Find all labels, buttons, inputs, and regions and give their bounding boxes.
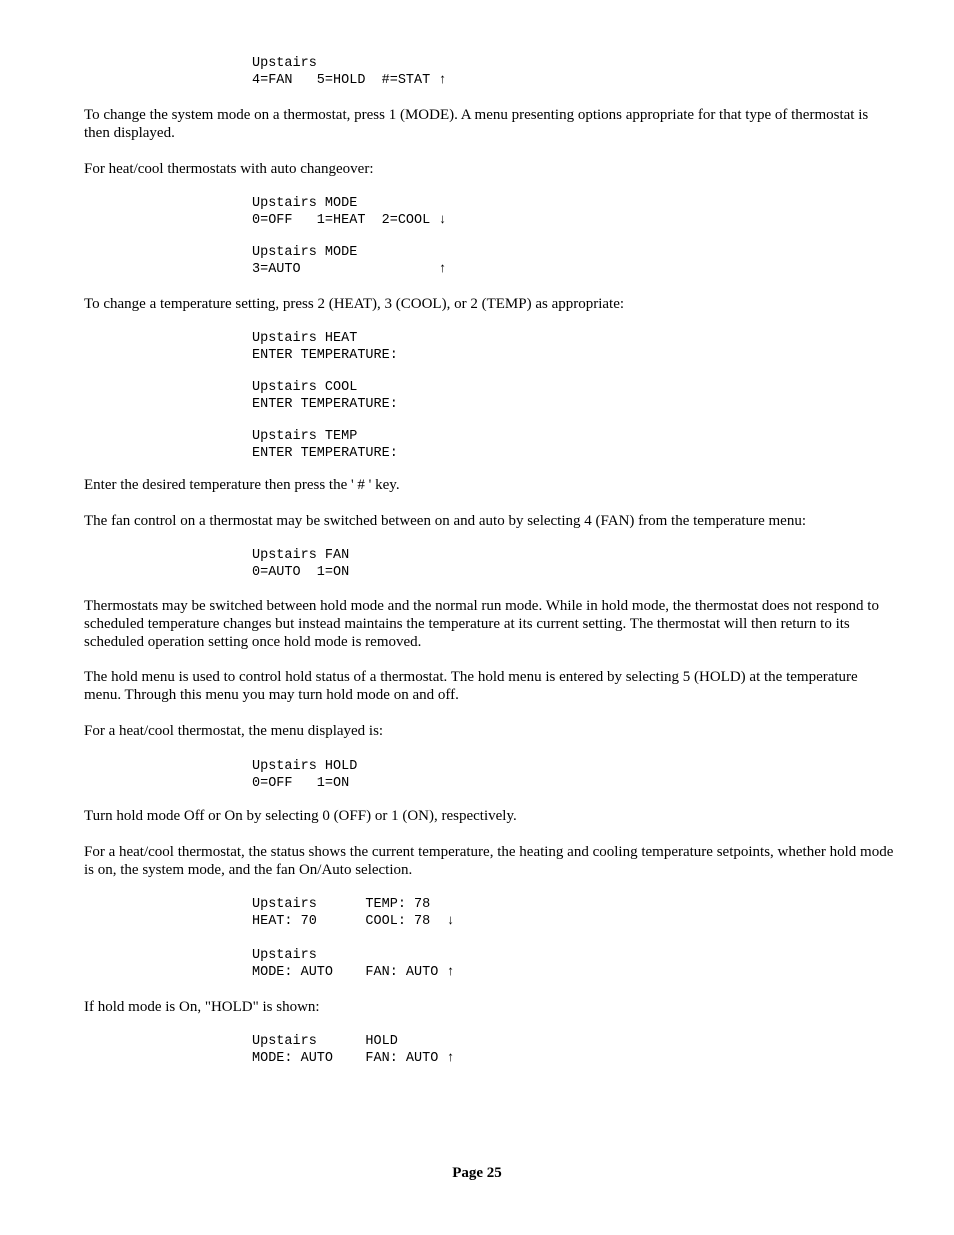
paragraph-hold-menu: The hold menu is used to control hold status of a thermostat. The hold menu is entered by selecting 5 (HOLD) at the temperature menu. Through this menu you may turn hold mode on and off. [84,669,858,703]
paragraph-enter-temperature: Enter the desired temperature then press the ' # ' key. [84,477,400,493]
paragraph-heat-cool-menu: For a heat/cool thermostat, the menu displayed is: [84,723,384,739]
display-line: 0=AUTO 1=ON [252,565,350,580]
paragraph-hold-mode: Thermostats may be switched between hold mode and the normal run mode. While in hold mode, the thermostat does not respond to scheduled temperature changes but instead maintains the temperature at its current setting. The thermostat will then return to its scheduled operation setting once hold mode is removed. [84,598,879,650]
paragraph-hold-shown: If hold mode is On, "HOLD" is shown: [84,999,320,1015]
paragraph-status: For a heat/cool thermostat, the status shows the current temperature, the heating and cooling temperature setpoints, whether hold mode is on, the system mode, and the fan On/Auto selection. [84,844,894,878]
lcd-display-heat [252,330,398,364]
display-line: Upstairs TEMP: 78 [252,897,431,912]
lcd-display-status-1 [252,896,455,930]
page-number: Page 25 [452,1165,502,1181]
display-line: MODE: AUTO FAN: AUTO ↑ [252,1051,455,1066]
lcd-display-temp [252,428,398,462]
display-line: 3=AUTO ↑ [252,262,447,277]
paragraph-change-mode: To change the system mode on a thermostat, press 1 (MODE). A menu presenting options appropriate for that type of thermostat is then displayed. [84,107,869,141]
display-line: Upstairs MODE [252,196,358,211]
lcd-display-hold-status [252,1033,455,1067]
display-line: MODE: AUTO FAN: AUTO ↑ [252,965,455,980]
display-line: Upstairs FAN [252,548,350,563]
display-line: Upstairs HOLD [252,759,358,774]
lcd-display-fan [252,547,349,581]
lcd-display-hold [252,758,357,792]
display-line: 0=OFF 1=ON [252,776,350,791]
display-line: Upstairs [252,948,317,963]
paragraph-turn-hold: Turn hold mode Off or On by selecting 0 (OFF) or 1 (ON), respectively. [84,808,517,824]
paragraph-auto-changeover: For heat/cool thermostats with auto changeover: [84,161,374,177]
display-line: Upstairs [252,56,317,71]
lcd-display-temperature-menu [252,55,446,89]
display-line: Upstairs TEMP [252,429,358,444]
lcd-display-mode-menu-2 [252,244,446,278]
display-line: ENTER TEMPERATURE: [252,446,398,461]
display-line: ENTER TEMPERATURE: [252,397,398,412]
lcd-display-mode-menu-1 [252,195,446,229]
display-line: Upstairs MODE [252,245,358,260]
lcd-display-cool [252,379,398,413]
paragraph-fan-control: The fan control on a thermostat may be switched between on and auto by selecting 4 (FAN) from the temperature menu: [84,513,806,529]
display-line: Upstairs COOL [252,380,358,395]
display-line: HEAT: 70 COOL: 78 ↓ [252,914,455,929]
display-line: Upstairs HOLD [252,1034,398,1049]
display-line: 4=FAN 5=HOLD #=STAT ↑ [252,73,447,88]
display-line: Upstairs HEAT [252,331,358,346]
paragraph-change-temperature: To change a temperature setting, press 2 (HEAT), 3 (COOL), or 2 (TEMP) as appropriate: [84,296,625,312]
lcd-display-status-2 [252,947,455,981]
display-line: 0=OFF 1=HEAT 2=COOL ↓ [252,213,447,228]
display-line: ENTER TEMPERATURE: [252,348,398,363]
